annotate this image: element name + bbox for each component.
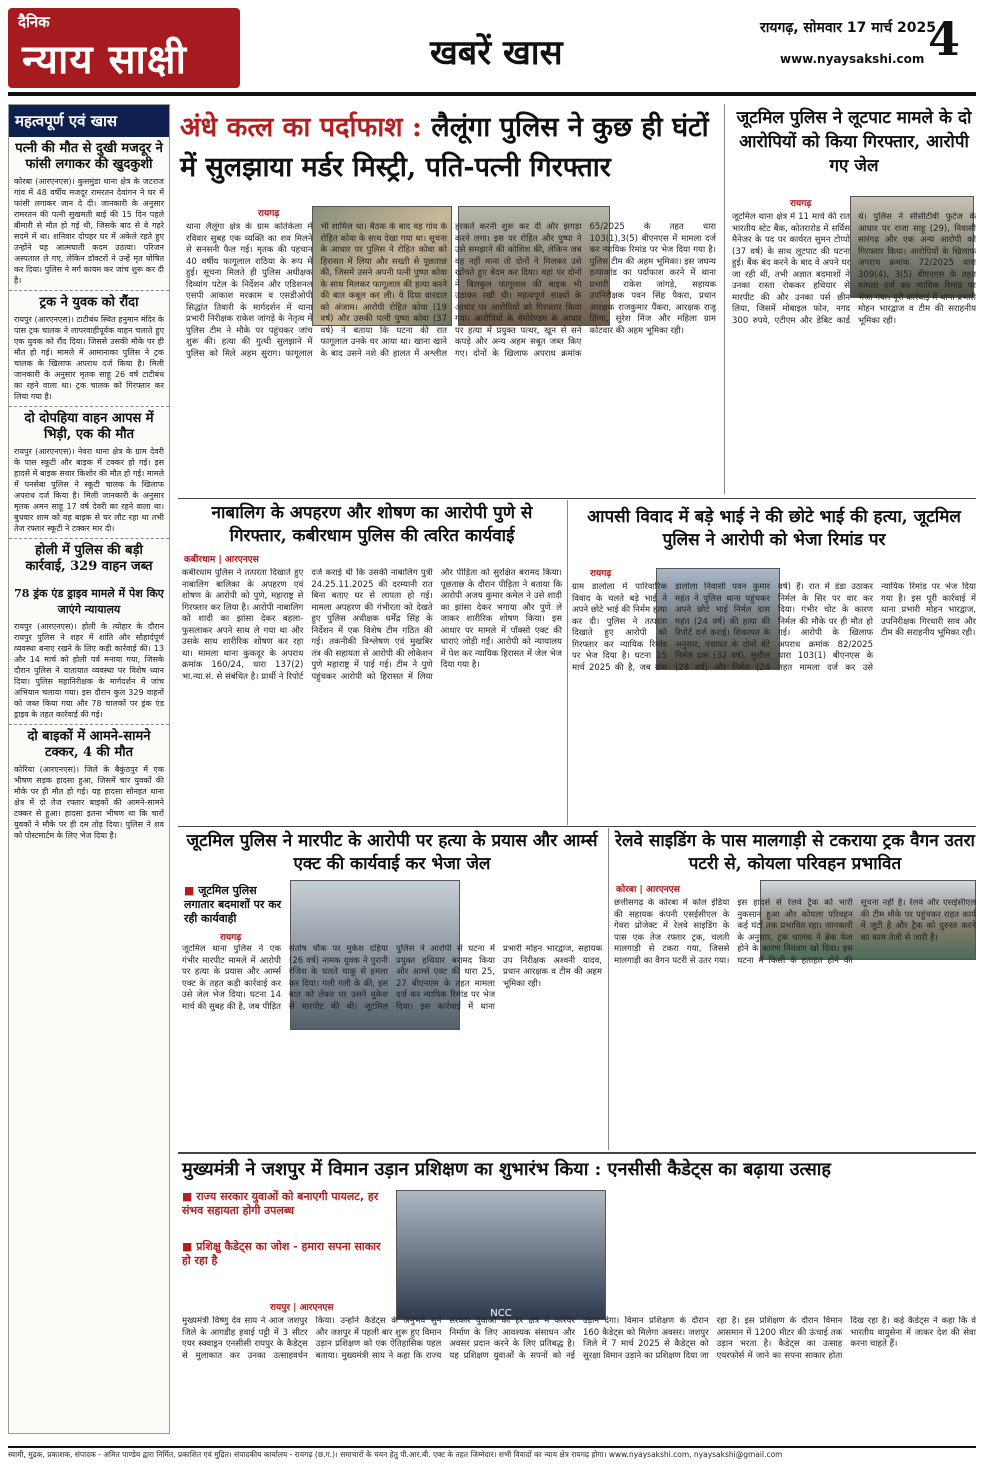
sidebar-story [9,137,169,291]
section-divider [178,826,976,827]
sidebar-story-text: रायपुर (आरएनएस)। होली के त्योहार के दौरान रायपुर पुलिस ने शहर में शांति और सौहार्दपूर्ण व्यवस्था बनाए रखने के लिए कड़ी कार्रवाई की। 13 और 14 मार्च को होली पर्व मनाया गया, जिसके दौरान पुलिस ने यातायात व्यवस्था पर विशेष ध्यान दिया। पुलिस महानिरीक्षक के मार्गदर्शन में जांच अभियान चलाया गया। इस दौरान कुल 329 वाहनों को जब्त किया गया और 78 चालकों पर ड्रंक एंड ड्राइव के तहत कार्रवाई की गई। [14,622,164,719]
right-top-body: जूटमिल थाना क्षेत्र में 11 मार्च की रात भारतीय स्टेट बैंक, कोतरारोड में सर्विस मैनेजर के पद पर कार्यरत सुमन टोप्पो (37 वर्ष) के साथ लूटपाट की घटना हुई। बैंक बंद करने के बाद वे अपने घर जा रही थीं, तभी अज्ञात बदमाशों ने उनका रास्ता रोककर हथियार से मारपीट की और उनका पर्स छीन लिया, जिसमें मोबाइल फोन, नगद 300 रुपये, एटीएम और डेबिट कार्ड थे। पुलिस ने सीसीटीवी फुटेज के आधार पर राजा साहू (29), निवासी सारंगढ़ और एक अन्य आरोपी को गिरफ्तार किया। आरोपियों के खिलाफ अपराध क्रमांक 72/2025 धारा 309(4), 3(5) बीएनएस के तहत मामला दर्ज कर न्यायिक रिमांड पर भेजा गया। पूरी कार्रवाई में थाना प्रभारी मोहन भारद्वाज व टीम की सराहनीय भूमिका रही। [732,212,976,326]
lead-headline-prefix: अंधे कत्ल का पर्दाफाश : [180,112,422,143]
bullet-icon: ■ [184,884,199,897]
sidebar-story-title: ट्रक ने युवक को रौंदा [39,295,139,310]
mid-right-body: ग्राम डालोला में पारिवारिक विवाद के चलते बड़े भाई ने अपने छोटे भाई की निर्मम हत्या कर दी। पुलिस ने तत्परता दिखाते हुए आरोपी को गिरफ्तार कर न्यायिक रिमांड पर भेज दिया है। घटना 15 मार्च 2025 की है, जब ग्राम डालोला निवासी पवन कुमार महंत ने पुलिस थाना पहुंचकर अपने छोटे भाई निर्मल दास महंत (24 वर्ष) की हत्या की रिपोर्ट दर्ज कराई। शिकायत के अनुसार, पंचायत के दोनों बेटे निर्मल दास (32 वर्ष), सुशील (28 वर्ष) और निर्मल (24 वर्ष) हैं। रात में डंडा उठाकर निर्मल के सिर पर वार कर दिया। गंभीर चोट के कारण निर्मल की मौके पर ही मौत हो गई। आरोपी के खिलाफ अपराध क्रमांक 82/2025 धारा 103(1) बीएनएस के तहत मामला दर्ज कर उसे न्यायिक रिमांड पर भेज दिया गया है। इस पूरी कार्रवाई में थाना प्रभारी मोहन भारद्वाज, उपनिरीक्षक गिरधारी साव और टीम की सराहनीय भूमिका रही। [572,582,976,673]
bullet-icon: ■ [182,1240,197,1253]
sidebar-story-text: कोरिया (आरएनएस)। जिले के बैकुंठपुर में एक भीषण सड़क हादसा हुआ, जिसमें चार युवकों की मौके पर ही मौत हो गई। यह हादसा सोनहत थाना क्षेत्र में दो तेज रफ्तार बाइकों की आमने-सामने टक्कर से हुआ। हादसा इतना भीषण था कि चारों युवकों ने मौके पर ही दम तोड़ दिया। पुलिस ने शव को पोस्टमार्टम के लिए भेज दिया है। [14,765,164,840]
lower-left-headline: जूटमिल पुलिस ने मारपीट के आरोपी पर हत्या के प्रयास और आर्म्स एक्ट की कार्यवाई कर भेजा जेल [186,831,598,874]
sidebar-story [9,582,169,725]
sidebar-story-title: दो दोपहिया वाहन आपस में भिड़ी, एक की मौत [24,411,154,442]
sidebar-story [9,291,169,407]
sidebar-story-title: होली में पुलिस की बड़ी कार्रवाई, 329 वाहन जब्त [25,543,153,574]
ncc-logo-label: NCC [490,1308,512,1319]
sidebar-story-title: पत्नी की मौत से दुखी मजदूर ने फांसी लगाकर की खुदकुशी [15,141,163,172]
page-number: 4 [928,12,961,66]
logo-title: न्याय साक्षी [22,37,187,83]
sidebar [8,104,170,1434]
lead-headline [180,108,720,188]
sidebar-story [9,407,169,539]
mid-right-headline: आपसी विवाद में बड़े भाई ने की छोटे भाई की हत्या, जूटमिल पुलिस ने आरोपी को भेजा रिमांड पर [587,507,961,550]
sidebar-story [9,539,169,582]
lead-byline: रायगढ़ [258,209,280,219]
mid-left-body: कबीरधाम पुलिस ने तत्परता दिखाते हुए नाबालिग बालिका के अपहरण एवं शोषण के आरोपी को पुणे, महाराष्ट्र से गिरफ्तार कर लिया है। आरोपी नाबालिग को शादी का झांसा देकर बहला-फुसलाकर अपने साथ ले गया था और उसके साथ शारीरिक शोषण कर रहा था। मामला थाना कुकदूर के अपराध क्रमांक 160/24, धारा 137(2) भा.न्या.सं. से संबंधित है। प्रार्थी ने रिपोर्ट दर्ज कराई थी कि उसकी नाबालिग पुत्री 24.25.11.2025 की दरम्यानी रात बिना बताए घर से लापता हो गई। मामला अपहरण की गंभीरता को देखते हुए पुलिस अधीक्षक धर्मेंद्र सिंह के निर्देशन में एक विशेष टीम गठित की गई। तकनीकी विश्लेषण एवं मुखबिर तंत्र की सहायता से आरोपी की लोकेशन पुणे महाराष्ट्र में पाई गई। टीम ने पुणे पहुंचकर आरोपी को हिरासत में लिया और पीड़िता को सुरक्षित बरामद किया। पूछताछ के दौरान पीड़िता ने बताया कि आरोपी अजय कुमार कमेल ने उसे शादी का झांसा देकर भगाया और पुणे ले जाकर शारीरिक शोषण किया। इस आधार पर मामले में पॉक्सो एक्ट की धाराएं जोड़ी गईं। आरोपी को न्यायालय में पेश कर न्यायिक हिरासत में जेल भेज दिया गया है। [182,568,562,682]
lower-left-byline: रायगढ़ [220,933,242,943]
sidebar-heading: महत्वपूर्ण एवं खास [9,105,169,137]
mid-right-byline: रायगढ़ [590,569,612,579]
lower-right-byline: कोरबा | आरएनएस [616,885,680,895]
column-divider [567,500,568,825]
bottom-photo [396,1190,606,1320]
bottom-bullet-1 [182,1190,392,1218]
website-link[interactable]: www.nyaysakshi.com [780,52,925,66]
bullet-icon: ■ [182,1190,197,1203]
bottom-bullet-2 [182,1240,392,1268]
lower-right-headline: रेलवे साइडिंग के पास मालगाड़ी से टकराया ट्रक वैगन उतरा पटरी से, कोयला परिवहन प्रभावित [615,831,975,874]
mid-left-headline: नाबालिग के अपहरण और शोषण का आरोपी पुणे से गिरफ्तार, कबीरधाम पुलिस की त्वरित कार्यवाई [211,503,533,546]
section-divider [178,1152,976,1154]
logo-prefix: दैनिक [18,13,50,31]
sidebar-story-title: दो बाइकों में आमने-सामने टक्कर, 4 की मौत [27,729,151,760]
masthead-logo [8,8,240,88]
masthead-divider [8,92,976,96]
bottom-bullet-1-text: राज्य सरकार युवाओं को बनाएगी पायलट, हर संभव सहायता होगी उपलब्ध [182,1190,379,1217]
bottom-bullet-2-text: प्रशिक्षु कैडेट्स का जोश - हमारा सपना साकार हो रहा है [182,1240,381,1267]
bottom-headline: मुख्यमंत्री ने जशपुर में विमान उड़ान प्रशिक्षण का शुभारंभ किया : एनसीसी कैडेट्स का बढ़ाया उत्साह [182,1159,831,1180]
right-top-byline: रायगढ़ [790,199,812,209]
sidebar-story-text: कोरबा (आरएनएस)। कुसमुंडा थाना क्षेत्र के जटराज गांव में 48 वर्षीय मजदूर रामरतन देवांगन ने घर में फांसी लगाकर जान दे दी। जानकारी के अनुसार रामरतन की पत्नी सुखमती बाई की 15 दिन पहले बीमारी से मौत हो गई थी, जिसके बाद से वे गहरे सदमे में था। शनिवार दोपहर घर में अकेले रहते हुए उन्होंने यह आत्मघाती कदम उठाया। परिजन अस्पताल ले गए, लेकिन डॉक्टरों ने उन्हें मृत घोषित कर दिया। पुलिस ने मर्ग कायम कर जांच शुरू कर दी है। [14,177,164,285]
issue-date: रायगढ़, सोमवार 17 मार्च 2025 [760,20,936,36]
lower-left-body: जूटमिल थाना पुलिस ने एक गंभीर मारपीट मामले में आरोपी पर हत्या के प्रयास और आर्म्स एक्ट के तहत कड़ी कार्रवाई कर उसे जेल भेज दिया। घटना 14 मार्च की सुबह की है, जब पीड़ित संतोष चौक पर मुकेश दहिया (26 वर्ष) नामक युवक ने पुरानी रंजिश के चलते चाकू से हमला कर दिया। गली गली के की, इस बात को लेकर पर उसने मुकेश से मारपीट की थी। जूटमिल पुलिस ने आरोपी से घटना में प्रयुक्त हथियार बरामद किया और आर्म्स एक्ट की धारा 25, 27 बीएनएस के तहत मामला दर्ज कर न्यायिक रिमांड पर भेज दिया। इस कार्रवाई में थाना प्रभारी मोहन भारद्वाज, सहायक उप निरीक्षक अश्वनी यादव, प्रधान आरक्षक व टीम की अहम भूमिका रही। [182,944,602,1012]
bottom-story-body: मुख्यमंत्री विष्णु देव साय ने आज जशपुर जिले के आगडीह हवाई पट्टी में 3 सीटर एयर स्क्वाड्रन एनसीसी रायपुर के कैडेट्स से मुलाकात कर उनका उत्साहवर्धन किया। उन्होंने कैडेट्स के अनुभव सुने और जशपुर में पहली बार शुरू हुए विमान उड़ान प्रशिक्षण को एक ऐतिहासिक पहल बताया। मुख्यमंत्री साय ने कहा कि राज्य सरकार युवाओं को हर क्षेत्र में करियर निर्माण के लिए आवश्यक संसाधन और अवसर प्रदान करने के लिए प्रतिबद्ध है। यह प्रशिक्षण युवाओं के सपनों को नई उड़ान देगा। विमान प्रशिक्षण के दौरान 160 कैडेट्स को मिलेगा अवसर। जशपुर जिले में 7 मार्च 2025 से कैडेट्स को सुरक्षा विमान उड़ाने का प्रशिक्षण दिया जा रहा है। इस प्रशिक्षण के दौरान विमान आसमान में 1200 मीटर की ऊंचाई तक उड़ान भरता है। कैडेट्स का उत्साह एयरफोर्स में जाने का सपना साकार होता दिख रहा है। कई कैडेट्स ने कहा कि वे भारतीय वायुसेना में जाकर देश की सेवा करना चाहते हैं। [182,1316,976,1361]
sidebar-story-subtitle: 78 ड्रंक एंड ड्राइव मामले में पेश किए जाएंगे न्यायालय [14,587,164,616]
column-divider [724,104,725,494]
section-title: खबरें खास [430,33,563,73]
right-top-headline: जूटमिल पुलिस ने लूटपाट मामले के दो आरोपियों को किया गिरफ्तार, आरोपी गए जेल [736,108,972,176]
column-divider [608,828,609,1150]
lower-left-subnote-text: जूटमिल पुलिस लगातार बदमाशों पर कर रही कार्यवाही [184,884,282,925]
imprint-footer: स्वामी, मुद्रक, प्रकाशक, संपादक - अमित पाण्डेय द्वारा निर्मित, प्रकाशित एवं मुद्रित। संपादकीय कार्यालय - रायगढ़ (छ.ग.)। समाचारों के चयन हेतु पी.आर.बी. एक्ट के तहत जिम्मेदार। सभी विवादों का न्याय क्षेत्र रायगढ़ होगा। www.nyaysakshi.com, nyaysakshi@gmail.com [8,1446,976,1468]
lead-story-body: थाना लैलूंगा क्षेत्र के ग्राम कोतेकेला में रविवार सुबह एक व्यक्ति का शव मिलने से सनसनी फैल गई। मृतक की पहचान 40 वर्षीय फागूलाल राठिया के रूप में हुई। सूचना मिलते ही पुलिस अधीक्षक दिव्यांग पटेल के निर्देशन और एडिशनल एसपी आकाश मरकाम व एसडीओपी सिद्धांत तिवारी के मार्गदर्शन में थाना प्रभारी निरीक्षक राकेश जांगड़े के नेतृत्व में पुलिस टीम ने मौके पर पहुंचकर जांच शुरू की। हत्या की गुत्थी सुलझाने में पुलिस को मिले अहम सुराग। फागूलाल भी शामिल था। बैठक के बाद वह गांव के रोहित कोवा के साथ देखा गया था। सूचना के आधार पर पुलिस ने रोहित कोवा को हिरासत में लिया और सख्ती से पूछताछ की, जिसमें उसने अपनी पत्नी पुष्पा कोवा के साथ मिलकर फागूलाल की हत्या करने की बात कबूल कर ली। ये दिया वारदात को अंजाम। आरोपी रोहित कोवा (19 वर्ष) और उसकी पत्नी पुष्पा कोवा (37 वर्ष) ने बताया कि घटना की रात फागूलाल उनके घर आया था। खाना खाने के बाद उसने नशे की हालत में अश्लील हरकतें करनी शुरू कर दीं और झगड़ा करने लगा। इस पर रोहित और पुष्पा ने उसे समझाने की कोशिश की, लेकिन जब वह नहीं माना तो दोनों ने मिलकर उसे खोंचते हुए बेदम कर दिया। वहां पर दोनों ने बिलकुल फागूलाल की बाइक भी उठाकर रखी थी। महत्वपूर्ण साक्ष्यों के आधार पर आरोपियों को गिरफ्तार किया गया। आरोपियों के मेमोरेण्डम के आधार पर हत्या में प्रयुक्त पत्थर, खून से सने कपड़े और अन्य अहम सबूत जब्त किए गए। दोनों के खिलाफ अपराध क्रमांक 65/2025 के तहत धारा 103(1),3(5) बीएनएस में मामला दर्ज कर न्यायिक रिमांड पर भेज दिया गया है। पुलिस टीम की अहम भूमिका। इस जघन्य हत्याकांड का पर्दाफाश करने में थाना प्रभारी राकेश जांगड़े, सहायक उपनिरीक्षक पवन सिंह पैकरा, प्रधान आरक्षक राजकुमार पैंकरा, आरक्षक राजू तिग्गा, सुरेश मिंज और महिला ग्राम कोटवार की अहम भूमिका रही। [186,222,716,359]
sidebar-story-text: रायपुर (आरएनएस)। टाटीबंध स्थित हनुमान मंदिर के पास ट्रक चालक ने लापरवाहीपूर्वक वाहन चलाते हुए एक युवक को रौंद दिया। जिससे उसकी मौके पर ही मौत हो गई। मामले में आमानाका पुलिस ने ट्रक चालक के खिलाफ अपराध दर्ज किया है। मिली जानकारी के अनुसार मृतक साहू 26 वर्ष टाटीबंध का रहने वाला था। ट्रक चालक को गिरफ्तार कर लिया गया है। [14,315,164,401]
sidebar-story [9,725,169,845]
sidebar-story-text: रायपुर (आरएनएस)। नेवरा थाना क्षेत्र के ग्राम देवरी के पास स्कूटी और बाइक में टक्कर हो गई। इस हादसे में बाइक सवार किशोर की मौत हो गई। मामले में पनसेबा पुलिस ने स्कूटी चालक के खिलाफ अपराध दर्ज किया है। मिली जानकारी के अनुसार मृतक अमन साहू 17 वर्ष देवरी का रहने वाला था। बुधवार शाम को वह बाइक से घर लौट रहा था तभी तेज रफ्तार स्कूटी ने टक्कर मार दी। [14,447,164,533]
lead-headline-text: लैलूंगा पुलिस ने कुछ ही घंटों में सुलझाया मर्डर मिस्ट्री, पति-पत्नी गिरफ्तार [180,112,709,183]
section-divider [178,498,976,499]
lower-left-subnote [184,884,284,926]
mid-left-byline: कबीरधाम | आरएनएस [184,555,259,565]
bottom-byline: रायपुर | आरएनएस [270,1303,334,1313]
lower-right-body: छत्तीसगढ़ के कोरबा में कोल इंडिया की सहायक कंपनी एसईसीएल के गेवरा प्रोजेक्ट में रेलवे साइडिंग के पास एक तेज रफ्तार ट्रक, चलती मालगाड़ी से टकरा गया, जिससे मालगाड़ी का वैगन पटरी से उतर गया। इस हादसे से रेलवे ट्रैक को भारी नुकसान हुआ और कोयला परिवहन कई घंटों तक प्रभावित रहा। जानकारी के अनुसार, ट्रक चालक ने ब्रेक फेल होने के कारण नियंत्रण खो दिया। इस घटना में किसी के हताहत होने की सूचना नहीं है। रेलवे और एसईसीएल की टीम मौके पर पहुंचकर राहत कार्य में जुटी है और ट्रैक को दुरुस्त करने का काम तेजी से जारी है। [614,898,976,966]
